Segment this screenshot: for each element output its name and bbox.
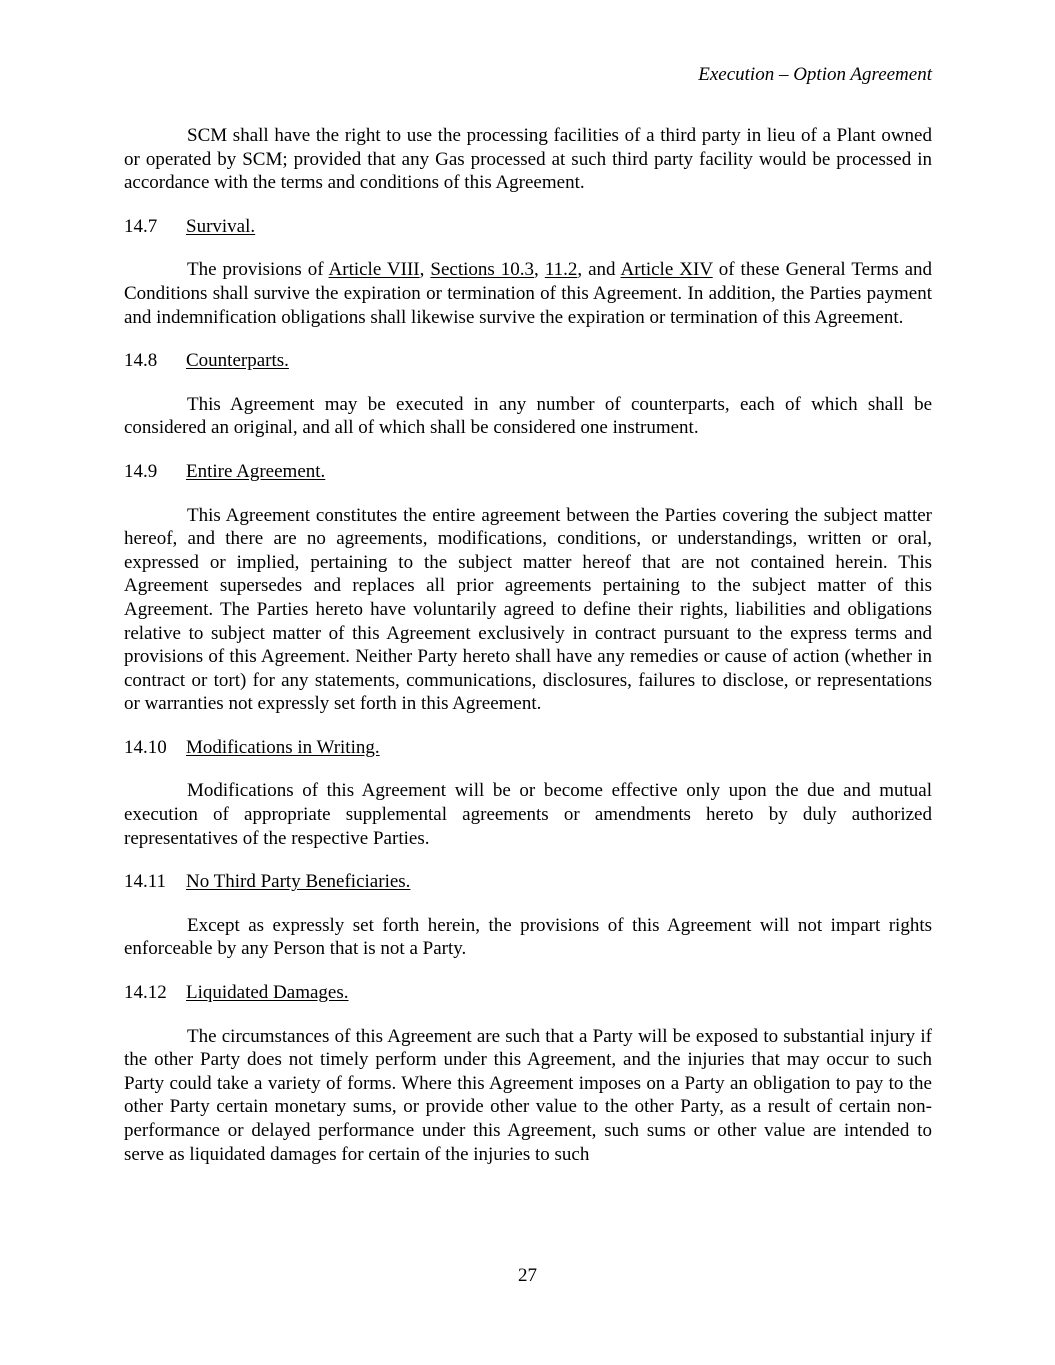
section-heading-entire-agreement xyxy=(124,460,932,484)
section-11-2-reference: 11.2 xyxy=(544,259,578,281)
section-number: 14.10 xyxy=(124,736,167,758)
article-xiv-reference: Article XIV xyxy=(620,259,713,281)
section-number: 14.9 xyxy=(124,460,158,482)
counterparts-paragraph: This Agreement may be executed in any number of counterparts, each of which shall be considered an original, and all of which shall be considered one instrument. xyxy=(124,393,932,439)
section-heading-survival xyxy=(124,215,932,239)
section-title: Modifications in Writing. xyxy=(186,736,380,758)
modifications-paragraph: Modifications of this Agreement will be or become effective only upon the due and mutual execution of appropriate supplemental agreements or amendments hereto by duly authorized representatives of the respective Parties. xyxy=(124,780,932,849)
section-heading-liquidated-damages xyxy=(124,981,932,1005)
survival-text-prefix: The provisions of xyxy=(187,259,329,281)
no-third-party-paragraph: Except as expressly set forth herein, the provisions of this Agreement will not impart rights enforceable by any Person that is not a Party. xyxy=(124,914,932,960)
section-title: Survival. xyxy=(186,215,256,237)
survival-paragraph xyxy=(124,258,932,329)
separator: , xyxy=(534,259,545,281)
entire-agreement-paragraph: This Agreement constitutes the entire agreement between the Parties covering the subject matter hereof, and there are no agreements, modifications, conditions, or understandings, written or oral, expressed or implied, pertaining to the subject matter hereof that are not contained herein. This Agreement supersedes and replaces all prior agreements pertaining to the subject matter of this Agreement. The Parties hereto have voluntarily agreed to define their rights, liabilities and obligations relative to subject matter of this Agreement exclusively in contract pursuant to the express terms and provisions of this Agreement. Neither Party hereto shall have any remedies or cause of action (whether in contract or tort) for any statements, communications, disclosures, failures to disclose, or representations or warranties not expressly set forth in this Agreement. xyxy=(124,504,932,715)
section-title: Counterparts. xyxy=(186,350,289,372)
separator: , xyxy=(419,259,431,281)
section-number: 14.8 xyxy=(124,350,158,372)
section-number: 14.11 xyxy=(124,871,167,893)
section-title: No Third Party Beneficiaries. xyxy=(186,871,411,893)
separator: , and xyxy=(577,259,621,281)
article-viii-reference: Article VIII xyxy=(328,259,420,281)
section-heading-modifications xyxy=(124,736,932,760)
sections-10-3-reference: Sections 10.3 xyxy=(430,259,535,281)
running-header: Execution – Option Agreement xyxy=(698,64,932,85)
section-title: Liquidated Damages. xyxy=(186,982,349,1004)
document-body xyxy=(124,124,932,1166)
survival-text-suffix: of these General Terms and Conditions shall survive the expiration or termination of this Agreement. In addition, the Parties payment and indemnification obligations shall likewise survive the expiration or termination of this Agreement. xyxy=(124,259,933,328)
section-number: 14.12 xyxy=(124,982,167,1004)
section-heading-no-third-party xyxy=(124,870,932,894)
page-number: 27 xyxy=(518,1265,537,1286)
intro-paragraph: SCM shall have the right to use the processing facilities of a third party in lieu of a Plant owned or operated by SCM; provided that any Gas processed at such third party facility would be processed in accordance with the terms and conditions of this Agreement. xyxy=(124,125,932,194)
liquidated-damages-paragraph: The circumstances of this Agreement are such that a Party will be exposed to substantial injury if the other Party does not timely perform under this Agreement, and the injuries that may occur to such Party could take a variety of forms. Where this Agreement imposes on a Party an obligation to pay to the other Party certain monetary sums, or provide other value to the other Party, as a result of certain non-performance or delayed performance under this Agreement, such sums or other value are intended to serve as liquidated damages for certain of the injuries to such xyxy=(124,1025,932,1165)
section-title: Entire Agreement. xyxy=(186,460,326,482)
section-number: 14.7 xyxy=(124,215,158,237)
section-heading-counterparts xyxy=(124,349,932,373)
